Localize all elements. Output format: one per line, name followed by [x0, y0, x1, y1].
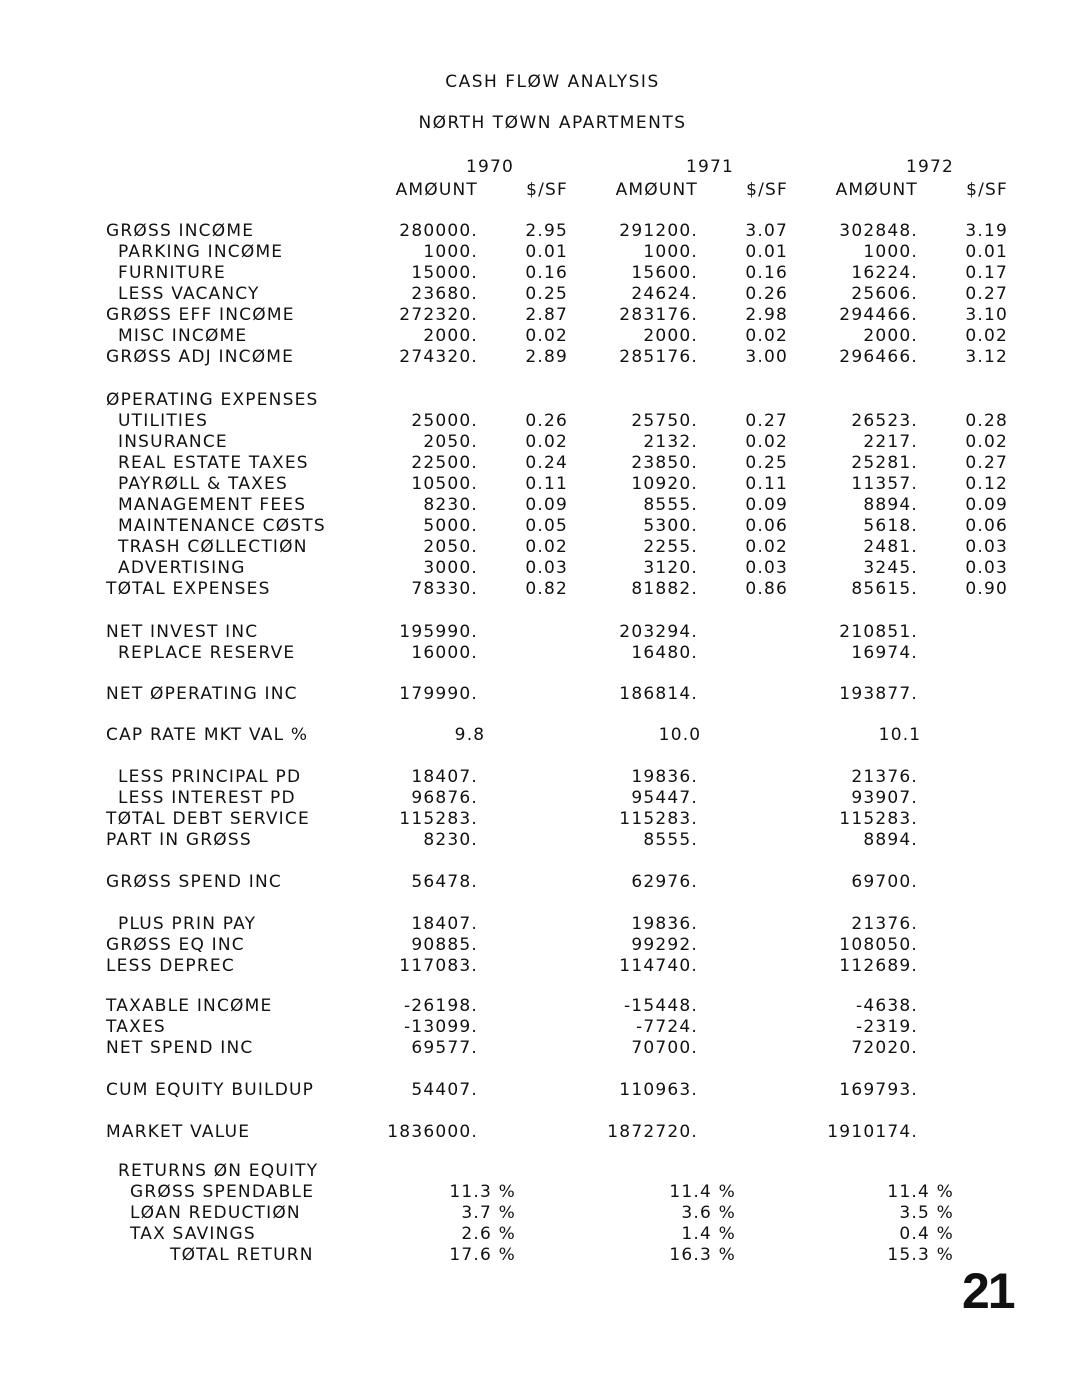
row-value: 25000.: [411, 411, 478, 431]
row-value: 18407.: [411, 767, 478, 787]
row-value: 0.02: [525, 326, 568, 346]
row-value: -13099.: [403, 1017, 478, 1037]
row-value: 0.02: [965, 326, 1008, 346]
row-label: ADVERTISING: [118, 558, 246, 578]
row-value: 3245.: [863, 558, 918, 578]
row-value: 8894.: [863, 495, 918, 515]
row-value: 0.02: [745, 537, 788, 557]
row-value: 0.03: [525, 558, 568, 578]
row-value: 16.3 %: [669, 1245, 736, 1265]
row-value: 3.19: [965, 221, 1008, 241]
row-value: 9.8: [454, 725, 486, 745]
row-value: 1000.: [423, 242, 478, 262]
col-amount-1970: AMØUNT: [395, 180, 478, 200]
row-value: 108050.: [839, 935, 918, 955]
row-label: LØAN REDUCTIØN: [130, 1203, 301, 1223]
row-value: 3000.: [423, 558, 478, 578]
row-value: 2132.: [643, 432, 698, 452]
row-label: CUM EQUITY BUILDUP: [106, 1080, 315, 1100]
row-value: 0.09: [525, 495, 568, 515]
row-value: 25750.: [631, 411, 698, 431]
row-label: GRØSS ADJ INCØME: [106, 347, 295, 367]
row-label: ØPERATING EXPENSES: [106, 390, 319, 410]
row-value: 294466.: [839, 305, 918, 325]
row-value: 296466.: [839, 347, 918, 367]
row-value: 0.05: [525, 516, 568, 536]
row-value: -7724.: [635, 1017, 698, 1037]
row-value: 18407.: [411, 914, 478, 934]
row-value: 0.02: [745, 432, 788, 452]
row-label: CAP RATE MKT VAL %: [106, 725, 309, 745]
row-value: 0.01: [525, 242, 568, 262]
row-label: MARKET VALUE: [106, 1122, 251, 1142]
row-label: PAYRØLL & TAXES: [118, 474, 288, 494]
row-value: 114740.: [619, 956, 698, 976]
row-label: REPLACE RESERVE: [118, 643, 296, 663]
year-1971: 1971: [685, 157, 735, 177]
col-amount-1971: AMØUNT: [615, 180, 698, 200]
row-value: 25606.: [851, 284, 918, 304]
row-value: 0.28: [965, 411, 1008, 431]
row-value: 291200.: [619, 221, 698, 241]
row-value: 90885.: [411, 935, 478, 955]
row-value: 8230.: [423, 830, 478, 850]
row-value: 0.03: [745, 558, 788, 578]
row-value: -15448.: [623, 996, 698, 1016]
row-value: 56478.: [411, 872, 478, 892]
row-label: TAXABLE INCØME: [106, 996, 273, 1016]
row-value: 2.98: [745, 305, 788, 325]
row-label: GRØSS SPEND INC: [106, 872, 282, 892]
row-value: 8555.: [643, 830, 698, 850]
row-value: 15.3 %: [887, 1245, 954, 1265]
row-value: 2255.: [643, 537, 698, 557]
row-value: 0.01: [745, 242, 788, 262]
row-label: PLUS PRIN PAY: [118, 914, 257, 934]
row-value: 16000.: [411, 643, 478, 663]
row-value: 3.6 %: [681, 1203, 736, 1223]
row-value: 54407.: [411, 1080, 478, 1100]
col-sf-1971: $/SF: [746, 180, 788, 200]
row-value: 1910174.: [827, 1122, 918, 1142]
row-value: 1872720.: [607, 1122, 698, 1142]
row-value: 93907.: [851, 788, 918, 808]
row-value: 1.4 %: [681, 1224, 736, 1244]
row-value: 24624.: [631, 284, 698, 304]
row-value: 99292.: [631, 935, 698, 955]
row-value: 302848.: [839, 221, 918, 241]
row-value: 272320.: [399, 305, 478, 325]
row-value: 0.02: [525, 537, 568, 557]
row-value: -2319.: [855, 1017, 918, 1037]
row-label: NET SPEND INC: [106, 1038, 254, 1058]
row-value: 0.02: [525, 432, 568, 452]
row-label: TØTAL EXPENSES: [106, 579, 271, 599]
row-label: TRASH CØLLECTIØN: [118, 537, 308, 557]
row-value: 2.87: [525, 305, 568, 325]
row-label: FURNITURE: [118, 263, 226, 283]
row-value: 15000.: [411, 263, 478, 283]
row-value: 19836.: [631, 767, 698, 787]
row-value: 0.86: [745, 579, 788, 599]
row-value: 3.07: [745, 221, 788, 241]
row-label: GRØSS EFF INCØME: [106, 305, 295, 325]
row-value: 11357.: [851, 474, 918, 494]
row-label: LESS VACANCY: [118, 284, 260, 304]
row-value: 81882.: [631, 579, 698, 599]
row-label: REAL ESTATE TAXES: [118, 453, 309, 473]
row-value: -26198.: [403, 996, 478, 1016]
row-value: 5300.: [643, 516, 698, 536]
row-value: 0.11: [525, 474, 568, 494]
row-value: 0.26: [525, 411, 568, 431]
row-value: 110963.: [619, 1080, 698, 1100]
row-label: NET INVEST INC: [106, 622, 259, 642]
row-value: 0.17: [965, 263, 1008, 283]
row-value: 10920.: [631, 474, 698, 494]
row-label: TAXES: [106, 1017, 166, 1037]
row-value: 3120.: [643, 558, 698, 578]
year-1970: 1970: [465, 157, 515, 177]
row-value: 78330.: [411, 579, 478, 599]
row-value: 62976.: [631, 872, 698, 892]
row-value: 16974.: [851, 643, 918, 663]
row-value: 115283.: [839, 809, 918, 829]
row-value: 16480.: [631, 643, 698, 663]
row-value: 0.4 %: [899, 1224, 954, 1244]
row-value: 11.4 %: [887, 1182, 954, 1202]
row-label: LESS INTEREST PD: [118, 788, 296, 808]
row-value: 21376.: [851, 767, 918, 787]
row-label: NET ØPERATING INC: [106, 684, 298, 704]
row-value: 69577.: [411, 1038, 478, 1058]
row-value: 3.00: [745, 347, 788, 367]
row-value: 2.6 %: [461, 1224, 516, 1244]
row-value: 0.02: [965, 432, 1008, 452]
row-value: 70700.: [631, 1038, 698, 1058]
row-value: 15600.: [631, 263, 698, 283]
row-value: 0.26: [745, 284, 788, 304]
year-1972: 1972: [905, 157, 955, 177]
row-value: 22500.: [411, 453, 478, 473]
row-value: 283176.: [619, 305, 698, 325]
row-value: 2.95: [525, 221, 568, 241]
row-value: 0.90: [965, 579, 1008, 599]
row-value: 8230.: [423, 495, 478, 515]
row-value: 210851.: [839, 622, 918, 642]
row-value: 179990.: [399, 684, 478, 704]
row-value: 203294.: [619, 622, 698, 642]
row-value: 0.03: [965, 537, 1008, 557]
row-value: 85615.: [851, 579, 918, 599]
row-value: 69700.: [851, 872, 918, 892]
row-value: 21376.: [851, 914, 918, 934]
row-value: 169793.: [839, 1080, 918, 1100]
row-value: 11.4 %: [669, 1182, 736, 1202]
row-value: 0.16: [745, 263, 788, 283]
row-value: 16224.: [851, 263, 918, 283]
row-label: PARKING INCØME: [118, 242, 284, 262]
row-value: 0.01: [965, 242, 1008, 262]
row-value: 26523.: [851, 411, 918, 431]
col-sf-1972: $/SF: [966, 180, 1008, 200]
row-value: 1000.: [643, 242, 698, 262]
row-value: 17.6 %: [449, 1245, 516, 1265]
row-label: LESS PRINCIPAL PD: [118, 767, 302, 787]
row-value: 0.24: [525, 453, 568, 473]
row-value: 0.11: [745, 474, 788, 494]
row-value: 23680.: [411, 284, 478, 304]
row-label: RETURNS ØN EQUITY: [118, 1161, 319, 1181]
row-value: 2050.: [423, 537, 478, 557]
row-value: 280000.: [399, 221, 478, 241]
col-amount-1972: AMØUNT: [835, 180, 918, 200]
document-subtitle: NØRTH TØWN APARTMENTS: [418, 113, 687, 133]
row-value: 5000.: [423, 516, 478, 536]
row-value: 5618.: [863, 516, 918, 536]
row-value: 10500.: [411, 474, 478, 494]
row-value: 2000.: [643, 326, 698, 346]
row-value: 23850.: [631, 453, 698, 473]
row-value: 0.27: [965, 284, 1008, 304]
row-value: 0.82: [525, 579, 568, 599]
row-value: 0.09: [965, 495, 1008, 515]
row-value: 25281.: [851, 453, 918, 473]
row-value: 0.06: [745, 516, 788, 536]
row-value: 3.7 %: [461, 1203, 516, 1223]
row-value: 95447.: [631, 788, 698, 808]
row-value: 285176.: [619, 347, 698, 367]
row-value: 3.10: [965, 305, 1008, 325]
row-label: GRØSS INCØME: [106, 221, 255, 241]
row-label: LESS DEPREC: [106, 956, 235, 976]
row-value: 8894.: [863, 830, 918, 850]
row-value: 0.16: [525, 263, 568, 283]
row-value: 0.06: [965, 516, 1008, 536]
page-number: 21: [962, 1263, 1014, 1319]
row-label: MANAGEMENT FEES: [118, 495, 307, 515]
row-value: 3.5 %: [899, 1203, 954, 1223]
row-value: 10.0: [658, 725, 702, 745]
document-title: CASH FLØW ANALYSIS: [445, 72, 660, 92]
row-label: INSURANCE: [118, 432, 228, 452]
row-value: 72020.: [851, 1038, 918, 1058]
row-label: MISC INCØME: [118, 326, 248, 346]
row-value: 2000.: [863, 326, 918, 346]
row-value: 11.3 %: [449, 1182, 516, 1202]
row-label: PART IN GRØSS: [106, 830, 252, 850]
row-value: 3.12: [965, 347, 1008, 367]
row-value: 10.1: [878, 725, 922, 745]
row-label: GRØSS EQ INC: [106, 935, 245, 955]
row-value: 2000.: [423, 326, 478, 346]
row-label: MAINTENANCE CØSTS: [118, 516, 326, 536]
row-value: 0.27: [745, 411, 788, 431]
row-value: 8555.: [643, 495, 698, 515]
row-value: 0.12: [965, 474, 1008, 494]
row-value: 2481.: [863, 537, 918, 557]
row-value: 2050.: [423, 432, 478, 452]
row-value: 115283.: [399, 809, 478, 829]
row-value: 2217.: [863, 432, 918, 452]
row-value: 0.25: [525, 284, 568, 304]
row-label: TØTAL DEBT SERVICE: [106, 809, 310, 829]
row-value: 115283.: [619, 809, 698, 829]
row-value: 0.03: [965, 558, 1008, 578]
row-label: TAX SAVINGS: [130, 1224, 256, 1244]
row-label: TØTAL RETURN: [170, 1245, 314, 1265]
row-value: 193877.: [839, 684, 918, 704]
row-value: 0.09: [745, 495, 788, 515]
row-value: 0.25: [745, 453, 788, 473]
row-value: 19836.: [631, 914, 698, 934]
row-value: 117083.: [399, 956, 478, 976]
col-sf-1970: $/SF: [526, 180, 568, 200]
row-value: 1000.: [863, 242, 918, 262]
row-value: 195990.: [399, 622, 478, 642]
row-value: 274320.: [399, 347, 478, 367]
row-value: 96876.: [411, 788, 478, 808]
row-value: -4638.: [855, 996, 918, 1016]
row-value: 112689.: [839, 956, 918, 976]
row-value: 0.02: [745, 326, 788, 346]
row-value: 186814.: [619, 684, 698, 704]
row-label: UTILITIES: [118, 411, 209, 431]
row-label: GRØSS SPENDABLE: [130, 1182, 315, 1202]
row-value: 2.89: [525, 347, 568, 367]
row-value: 0.27: [965, 453, 1008, 473]
row-value: 1836000.: [387, 1122, 478, 1142]
